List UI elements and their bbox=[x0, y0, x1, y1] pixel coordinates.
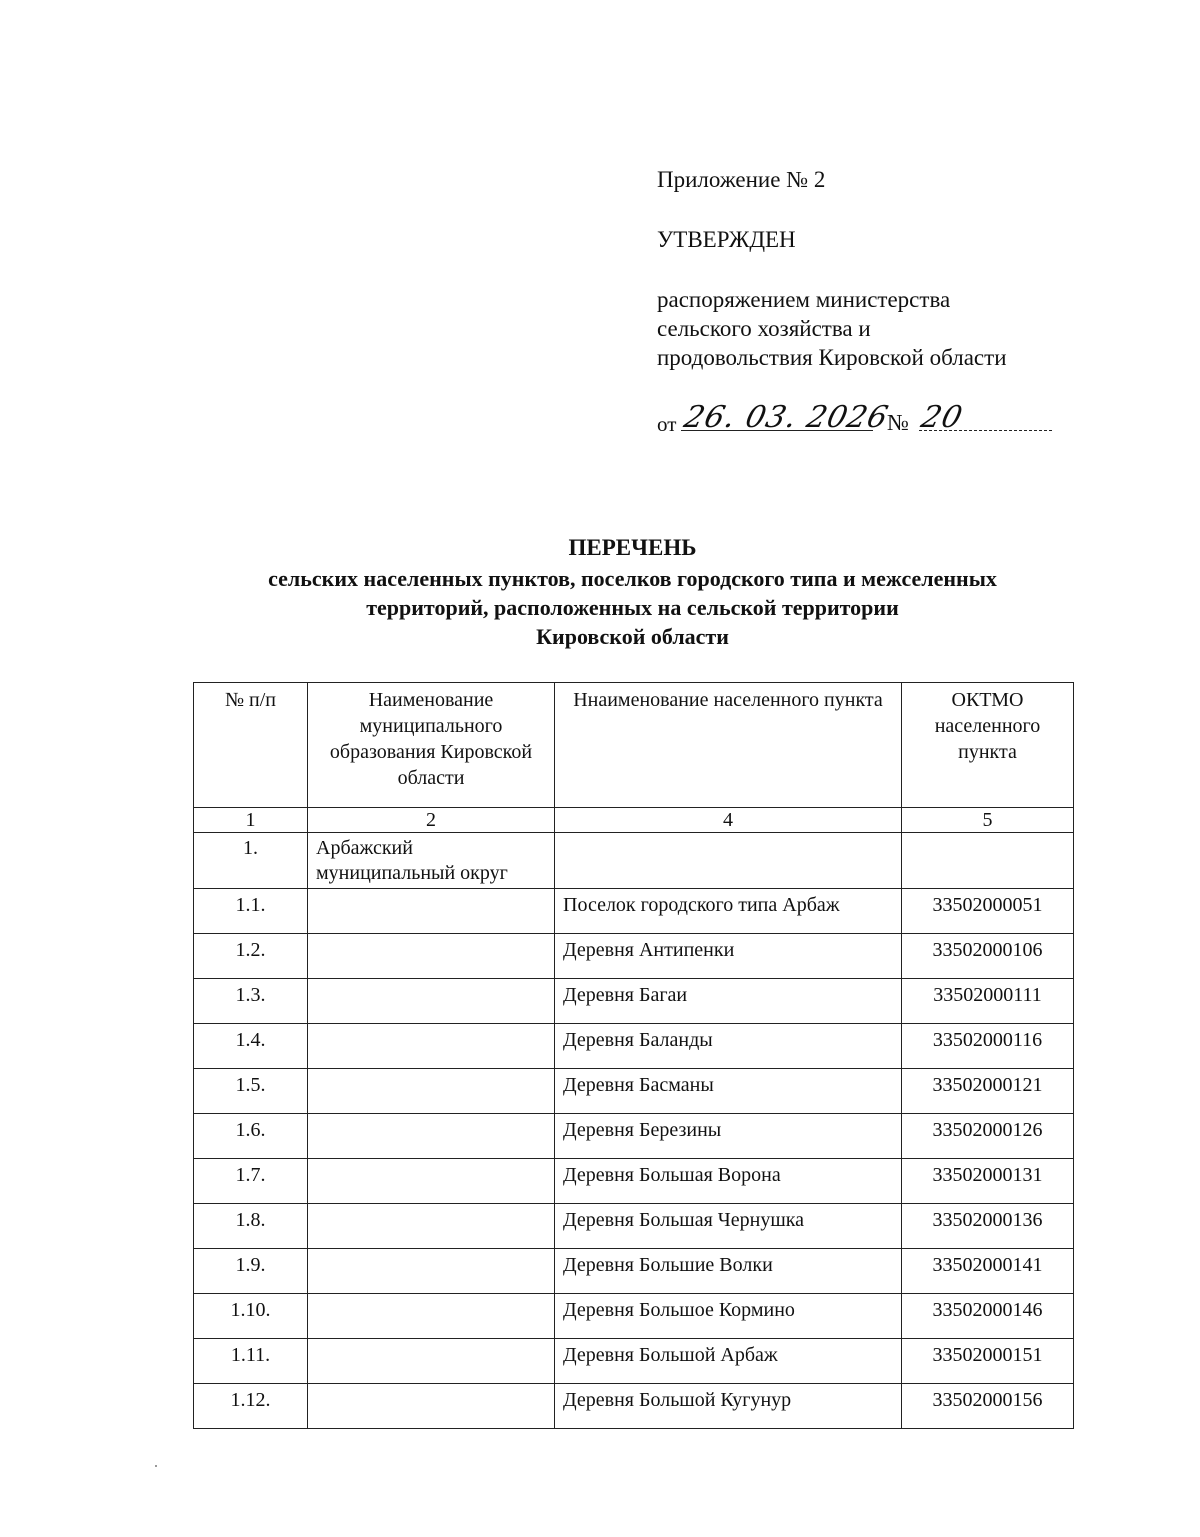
date-underline bbox=[681, 430, 873, 431]
row-settlement: Деревня Березины bbox=[555, 1114, 902, 1159]
row-oktmo: 33502000126 bbox=[902, 1114, 1074, 1159]
settlements-table bbox=[193, 682, 1074, 1429]
column-number: 2 bbox=[308, 808, 555, 833]
row-municipality bbox=[308, 1114, 555, 1159]
row-number: 1.6. bbox=[194, 1114, 308, 1159]
row-municipality bbox=[308, 1024, 555, 1069]
municipality-number: 1. bbox=[194, 833, 308, 889]
handwritten-number: 20 bbox=[917, 400, 967, 435]
handwritten-date: 26. 03. 2026 bbox=[680, 400, 893, 435]
empty-cell bbox=[902, 833, 1074, 889]
row-number: 1.8. bbox=[194, 1204, 308, 1249]
title-heading: ПЕРЕЧЕНЬ bbox=[568, 535, 697, 560]
header-row bbox=[194, 683, 1074, 808]
row-oktmo: 33502000146 bbox=[902, 1294, 1074, 1339]
row-settlement: Деревня Большая Чернушка bbox=[555, 1204, 902, 1249]
scan-speck bbox=[155, 1465, 157, 1467]
row-oktmo: 33502000141 bbox=[902, 1249, 1074, 1294]
row-municipality bbox=[308, 1339, 555, 1384]
row-settlement: Деревня Большой Арбаж bbox=[555, 1339, 902, 1384]
table-row bbox=[194, 1114, 1074, 1159]
column-number: 1 bbox=[194, 808, 308, 833]
header-number: № п/п bbox=[194, 683, 308, 808]
municipality-name: Арбажский муниципальный округ bbox=[308, 833, 555, 889]
row-municipality bbox=[308, 1249, 555, 1294]
column-number: 5 bbox=[902, 808, 1074, 833]
table-row bbox=[194, 1159, 1074, 1204]
header-settlement: Ннаименование населенного пункта bbox=[555, 683, 902, 808]
order-line: продовольствия Кировской области bbox=[657, 345, 1007, 370]
row-oktmo: 33502000111 bbox=[902, 979, 1074, 1024]
from-label: от bbox=[657, 412, 677, 436]
header-oktmo: ОКТМО населенного пункта bbox=[902, 683, 1074, 808]
row-number: 1.9. bbox=[194, 1249, 308, 1294]
row-municipality bbox=[308, 934, 555, 979]
table-row bbox=[194, 979, 1074, 1024]
title-line: Кировской области bbox=[536, 624, 729, 649]
row-number: 1.10. bbox=[194, 1294, 308, 1339]
row-settlement: Деревня Большая Ворона bbox=[555, 1159, 902, 1204]
column-number-row bbox=[194, 808, 1074, 833]
row-settlement: Деревня Большие Волки bbox=[555, 1249, 902, 1294]
row-number: 1.7. bbox=[194, 1159, 308, 1204]
row-municipality bbox=[308, 1069, 555, 1114]
row-number: 1.2. bbox=[194, 934, 308, 979]
table-row bbox=[194, 1069, 1074, 1114]
row-oktmo: 33502000051 bbox=[902, 889, 1074, 934]
table-row bbox=[194, 1024, 1074, 1069]
table-row bbox=[194, 1384, 1074, 1429]
table-row bbox=[194, 1204, 1074, 1249]
row-settlement: Деревня Антипенки bbox=[555, 934, 902, 979]
title-line: сельских населенных пунктов, поселков городского типа и межселенных bbox=[268, 566, 997, 591]
approved-label: УТВЕРЖДЕН bbox=[657, 227, 796, 252]
table-row bbox=[194, 889, 1074, 934]
row-oktmo: 33502000121 bbox=[902, 1069, 1074, 1114]
row-municipality bbox=[308, 1204, 555, 1249]
row-settlement: Деревня Баланды bbox=[555, 1024, 902, 1069]
row-settlement: Деревня Большое Кормино bbox=[555, 1294, 902, 1339]
row-oktmo: 33502000106 bbox=[902, 934, 1074, 979]
annex-label: Приложение № 2 bbox=[657, 167, 826, 192]
order-text bbox=[657, 285, 1007, 372]
table-row bbox=[194, 1339, 1074, 1384]
row-settlement: Поселок городского типа Арбаж bbox=[555, 889, 902, 934]
title-line: территорий, расположенных на сельской территории bbox=[366, 595, 899, 620]
order-line: распоряжением министерства bbox=[657, 287, 951, 312]
row-municipality bbox=[308, 1384, 555, 1429]
row-municipality bbox=[308, 979, 555, 1024]
row-municipality bbox=[308, 1294, 555, 1339]
number-underline bbox=[919, 430, 1052, 431]
column-number: 4 bbox=[555, 808, 902, 833]
row-number: 1.1. bbox=[194, 889, 308, 934]
row-municipality bbox=[308, 1159, 555, 1204]
table-row bbox=[194, 1249, 1074, 1294]
row-municipality bbox=[308, 889, 555, 934]
row-number: 1.11. bbox=[194, 1339, 308, 1384]
empty-cell bbox=[555, 833, 902, 889]
row-number: 1.5. bbox=[194, 1069, 308, 1114]
order-date-number bbox=[657, 400, 1052, 436]
row-oktmo: 33502000151 bbox=[902, 1339, 1074, 1384]
row-number: 1.3. bbox=[194, 979, 308, 1024]
document-title bbox=[150, 533, 1115, 651]
header-municipality: Наименование муниципального образования Кировской области bbox=[308, 683, 555, 808]
row-settlement: Деревня Басманы bbox=[555, 1069, 902, 1114]
table-row bbox=[194, 934, 1074, 979]
row-settlement: Деревня Багаи bbox=[555, 979, 902, 1024]
row-settlement: Деревня Большой Кугунур bbox=[555, 1384, 902, 1429]
row-number: 1.4. bbox=[194, 1024, 308, 1069]
row-oktmo: 33502000116 bbox=[902, 1024, 1074, 1069]
row-oktmo: 33502000136 bbox=[902, 1204, 1074, 1249]
municipality-row bbox=[194, 833, 1074, 889]
row-oktmo: 33502000156 bbox=[902, 1384, 1074, 1429]
order-line: сельского хозяйства и bbox=[657, 316, 871, 341]
number-label: № bbox=[887, 410, 909, 435]
row-number: 1.12. bbox=[194, 1384, 308, 1429]
table-row bbox=[194, 1294, 1074, 1339]
row-oktmo: 33502000131 bbox=[902, 1159, 1074, 1204]
